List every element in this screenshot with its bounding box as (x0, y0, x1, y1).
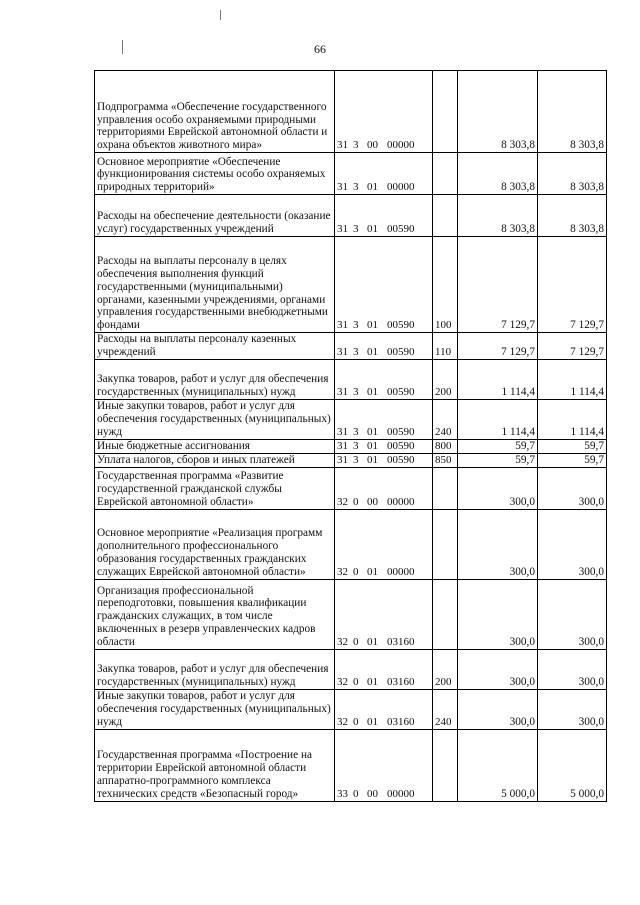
target-article-code (335, 237, 433, 333)
code-part: 01 (367, 345, 378, 358)
code-part: 01 (367, 675, 378, 688)
code-part: 3 (353, 385, 359, 398)
amount-total: 8 303,8 (538, 153, 607, 195)
code-part: 01 (367, 319, 378, 332)
code-part: 32 (337, 715, 348, 728)
code-part: 00590 (387, 453, 415, 466)
row-name: Основное мероприятие «Реализация программ дополнительного профессионального образования государственных гражданских служащих Еврейской автономной области» (95, 509, 335, 579)
code-part: 31 (337, 223, 348, 236)
expense-type-code: 200 (433, 649, 458, 689)
code-part: 3 (353, 319, 359, 332)
expense-type-code: 200 (433, 359, 458, 399)
code-part: 01 (367, 181, 378, 194)
amount-plan: 8 303,8 (458, 153, 538, 195)
table-row (95, 467, 607, 509)
row-name: Государственная программа «Развитие государственной гражданской службы Еврейской автономной области» (95, 467, 335, 509)
amount-total: 8 303,8 (538, 71, 607, 153)
expense-type-code (433, 509, 458, 579)
target-article-code (335, 439, 433, 453)
row-name: Уплата налогов, сборов и иных платежей (95, 453, 335, 467)
amount-plan: 300,0 (458, 689, 538, 729)
table-row (95, 509, 607, 579)
code-part: 01 (367, 635, 378, 648)
amount-total: 59,7 (538, 453, 607, 467)
code-part: 31 (337, 319, 348, 332)
target-article-code (335, 689, 433, 729)
budget-table (94, 70, 607, 802)
amount-total: 1 114,4 (538, 399, 607, 439)
code-part: 03160 (387, 635, 415, 648)
row-name: Иные закупки товаров, работ и услуг для обеспечения государственных (муниципальных) нужд (95, 399, 335, 439)
amount-total: 7 129,7 (538, 237, 607, 333)
code-part: 00590 (387, 223, 415, 236)
code-part: 3 (353, 223, 359, 236)
amount-plan: 300,0 (458, 467, 538, 509)
row-name: Основное мероприятие «Обеспечение функционирования системы особо охраняемых природных территорий» (95, 153, 335, 195)
code-part: 00000 (387, 565, 415, 578)
code-part: 00000 (387, 139, 415, 152)
code-part: 00590 (387, 439, 415, 452)
code-part: 0 (353, 715, 359, 728)
expense-type-code (433, 467, 458, 509)
table-row (95, 359, 607, 399)
amount-plan: 300,0 (458, 649, 538, 689)
amount-plan: 59,7 (458, 439, 538, 453)
table-row (95, 579, 607, 649)
code-part: 32 (337, 565, 348, 578)
target-article-code (335, 453, 433, 467)
amount-plan: 5 000,0 (458, 729, 538, 801)
row-name: Иные закупки товаров, работ и услуг для обеспечения государственных (муниципальных) нужд (95, 689, 335, 729)
code-part: 0 (353, 635, 359, 648)
table-row (95, 649, 607, 689)
amount-total: 300,0 (538, 467, 607, 509)
table-row (95, 399, 607, 439)
code-part: 31 (337, 453, 348, 466)
amount-plan: 8 303,8 (458, 195, 538, 237)
code-part: 32 (337, 635, 348, 648)
amount-total: 8 303,8 (538, 195, 607, 237)
row-name: Государственная программа «Построение на территории Еврейской автономной области аппаратно-программного комплекса технических средств «Безопасный город» (95, 729, 335, 801)
target-article-code (335, 399, 433, 439)
target-article-code (335, 579, 433, 649)
table-row (95, 71, 607, 153)
code-part: 00000 (387, 787, 415, 800)
amount-plan: 300,0 (458, 579, 538, 649)
expense-type-code: 100 (433, 237, 458, 333)
code-part: 01 (367, 385, 378, 398)
amount-total: 7 129,7 (538, 333, 607, 360)
expense-type-code: 800 (433, 439, 458, 453)
target-article-code (335, 649, 433, 689)
code-part: 3 (353, 345, 359, 358)
expense-type-code: 240 (433, 399, 458, 439)
target-article-code (335, 71, 433, 153)
code-part: 00590 (387, 425, 415, 438)
expense-type-code (433, 153, 458, 195)
code-part: 03160 (387, 675, 415, 688)
amount-plan: 7 129,7 (458, 237, 538, 333)
expense-type-code: 850 (433, 453, 458, 467)
code-part: 32 (337, 675, 348, 688)
code-part: 3 (353, 139, 359, 152)
scan-mark (122, 40, 123, 54)
row-name: Иные бюджетные ассигнования (95, 439, 335, 453)
target-article-code (335, 195, 433, 237)
code-part: 0 (353, 495, 359, 508)
amount-plan: 300,0 (458, 509, 538, 579)
scan-mark (220, 10, 221, 20)
amount-plan: 1 114,4 (458, 399, 538, 439)
target-article-code (335, 509, 433, 579)
row-name: Закупка товаров, работ и услуг для обеспечения государственных (муниципальных) нужд (95, 649, 335, 689)
code-part: 00000 (387, 181, 415, 194)
code-part: 31 (337, 439, 348, 452)
code-part: 01 (367, 223, 378, 236)
code-part: 00590 (387, 319, 415, 332)
table-row (95, 439, 607, 453)
code-part: 0 (353, 787, 359, 800)
code-part: 01 (367, 453, 378, 466)
row-name: Расходы на обеспечение деятельности (оказание услуг) государственных учреждений (95, 195, 335, 237)
code-part: 01 (367, 439, 378, 452)
amount-total: 300,0 (538, 509, 607, 579)
target-article-code (335, 359, 433, 399)
code-part: 01 (367, 715, 378, 728)
amount-total: 300,0 (538, 649, 607, 689)
code-part: 3 (353, 453, 359, 466)
target-article-code (335, 467, 433, 509)
code-part: 31 (337, 425, 348, 438)
page-number: 66 (314, 42, 326, 56)
code-part: 00 (367, 139, 378, 152)
table-row (95, 333, 607, 360)
code-part: 00590 (387, 385, 415, 398)
code-part: 01 (367, 425, 378, 438)
expense-type-code: 240 (433, 689, 458, 729)
code-part: 0 (353, 565, 359, 578)
table-row (95, 729, 607, 801)
expense-type-code: 110 (433, 333, 458, 360)
code-part: 00000 (387, 495, 415, 508)
row-name: Расходы на выплаты персоналу казенных учреждений (95, 333, 335, 360)
code-part: 00590 (387, 345, 415, 358)
expense-type-code (433, 71, 458, 153)
code-part: 01 (367, 565, 378, 578)
code-part: 31 (337, 139, 348, 152)
code-part: 31 (337, 385, 348, 398)
code-part: 00 (367, 787, 378, 800)
table-row (95, 689, 607, 729)
target-article-code (335, 153, 433, 195)
row-name: Организация профессиональной переподготовки, повышения квалификации гражданских служащих, в том числе включенных в резерв управленческих кадров области (95, 579, 335, 649)
amount-total: 59,7 (538, 439, 607, 453)
row-name: Расходы на выплаты персоналу в целях обеспечения выполнения функций государственными (муниципальными) органами, казенными учреждениями, органами управления государственными внебюджетными фондами (95, 237, 335, 333)
amount-total: 300,0 (538, 689, 607, 729)
row-name: Подпрограмма «Обеспечение государственного управления особо охраняемыми природными территориями Еврейской автономной области и охрана объектов животного мира» (95, 71, 335, 153)
amount-plan: 8 303,8 (458, 71, 538, 153)
code-part: 0 (353, 675, 359, 688)
expense-type-code (433, 579, 458, 649)
expense-type-code (433, 195, 458, 237)
code-part: 31 (337, 181, 348, 194)
code-part: 3 (353, 181, 359, 194)
amount-plan: 1 114,4 (458, 359, 538, 399)
code-part: 3 (353, 425, 359, 438)
code-part: 00 (367, 495, 378, 508)
target-article-code (335, 333, 433, 360)
code-part: 3 (353, 439, 359, 452)
amount-plan: 7 129,7 (458, 333, 538, 360)
expense-type-code (433, 729, 458, 801)
table-row (95, 195, 607, 237)
amount-total: 300,0 (538, 579, 607, 649)
code-part: 33 (337, 787, 348, 800)
table-row (95, 153, 607, 195)
table-row (95, 237, 607, 333)
amount-total: 5 000,0 (538, 729, 607, 801)
amount-total: 1 114,4 (538, 359, 607, 399)
code-part: 03160 (387, 715, 415, 728)
code-part: 32 (337, 495, 348, 508)
code-part: 31 (337, 345, 348, 358)
table-row (95, 453, 607, 467)
target-article-code (335, 729, 433, 801)
row-name: Закупка товаров, работ и услуг для обеспечения государственных (муниципальных) нужд (95, 359, 335, 399)
amount-plan: 59,7 (458, 453, 538, 467)
